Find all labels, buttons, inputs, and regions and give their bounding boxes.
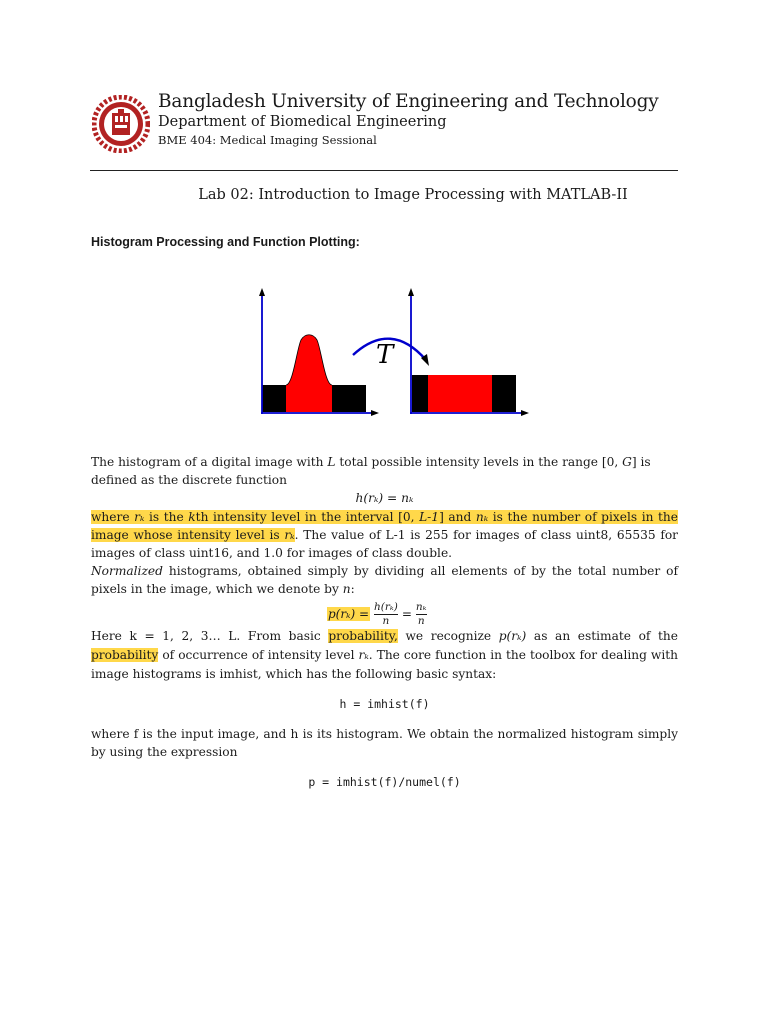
paragraph-where [91, 508, 678, 562]
text: where [91, 510, 135, 524]
var-k: k [188, 510, 196, 524]
numerator: nₖ [415, 600, 427, 613]
code-normalized: p = imhist(f)/numel(f) [308, 775, 461, 789]
text: of occurrence of intensity level [158, 648, 359, 662]
var-L1: L-1 [419, 510, 440, 524]
transform-arrow [353, 339, 429, 370]
text: The histogram of a digital image with [91, 455, 328, 469]
eq-lhs: p(rₖ) = [328, 607, 370, 621]
equation-histogram: h(rₖ) = nₖ [355, 491, 414, 505]
numerator: h(rₖ) [374, 600, 398, 613]
var-rk: rₖ [358, 648, 369, 662]
transform-label: T [376, 340, 394, 370]
text: is the number of pixels in the image whose intensity level is [91, 510, 678, 542]
var-G: G [622, 455, 632, 469]
text: Normalized [91, 564, 163, 578]
university-name: Bangladesh University of Engineering and Technology [158, 91, 659, 112]
paragraph-normalized [91, 562, 678, 598]
denominator: n [417, 614, 425, 627]
equation-normalized [327, 597, 431, 631]
text: Here k = 1, 2, 3… L. From basic [91, 629, 329, 643]
equals: = [401, 607, 412, 621]
text: is the [144, 510, 189, 524]
var-nk: nₖ [475, 510, 489, 524]
section-heading: Histogram Processing and Function Plotting: [91, 235, 360, 249]
var-rk: rₖ [134, 510, 145, 524]
text: . The core function in the toolbox for dealing with image histograms is imhist, which has the following basic syntax: [91, 648, 678, 681]
text: total possible intensity levels in the range [0, [335, 455, 623, 469]
text: ] is defined as the discrete function [91, 455, 651, 487]
header-divider [90, 170, 678, 171]
text: ] and [439, 510, 476, 524]
var-n: n [342, 582, 351, 596]
paragraph-normalized-expression: where f is the input image, and h is its histogram. We obtain the normalized histogram simply by using the expression [91, 727, 678, 759]
fraction-2 [416, 601, 427, 628]
text: . The value of L-1 is 255 for images of class uint8, 65535 for images of class uint16, and 1.0 for images of class double. [91, 528, 679, 560]
highlight-probability: probability [91, 648, 159, 662]
var-L: L [327, 455, 336, 469]
histogram-transform-figure [255, 288, 535, 420]
department-name: Department of Biomedical Engineering [158, 114, 447, 130]
text: as an estimate of the [526, 629, 678, 643]
text: th intensity level in the interval [0, [195, 510, 420, 524]
lab-title: Lab 02: Introduction to Image Processing with MATLAB-II [198, 187, 628, 203]
paragraph-probability [91, 627, 678, 684]
code-imhist: h = imhist(f) [339, 697, 430, 711]
denominator: n [374, 614, 398, 628]
paragraph-histogram-definition [91, 453, 678, 489]
input-histogram [259, 288, 379, 416]
course-title: BME 404: Medical Imaging Sessional [158, 133, 377, 147]
fraction-1 [374, 601, 398, 628]
text: : [350, 582, 355, 596]
var-rk: rₖ [284, 528, 295, 542]
text: we recognize [397, 629, 499, 643]
text: histograms, obtained simply by dividing all elements of by the total number of pixels in the image, which we denote by [91, 564, 678, 596]
university-logo [92, 95, 150, 153]
var-prk: p(rₖ) [498, 629, 527, 643]
output-histogram [408, 288, 529, 416]
highlight-probability: probability, [328, 629, 398, 643]
